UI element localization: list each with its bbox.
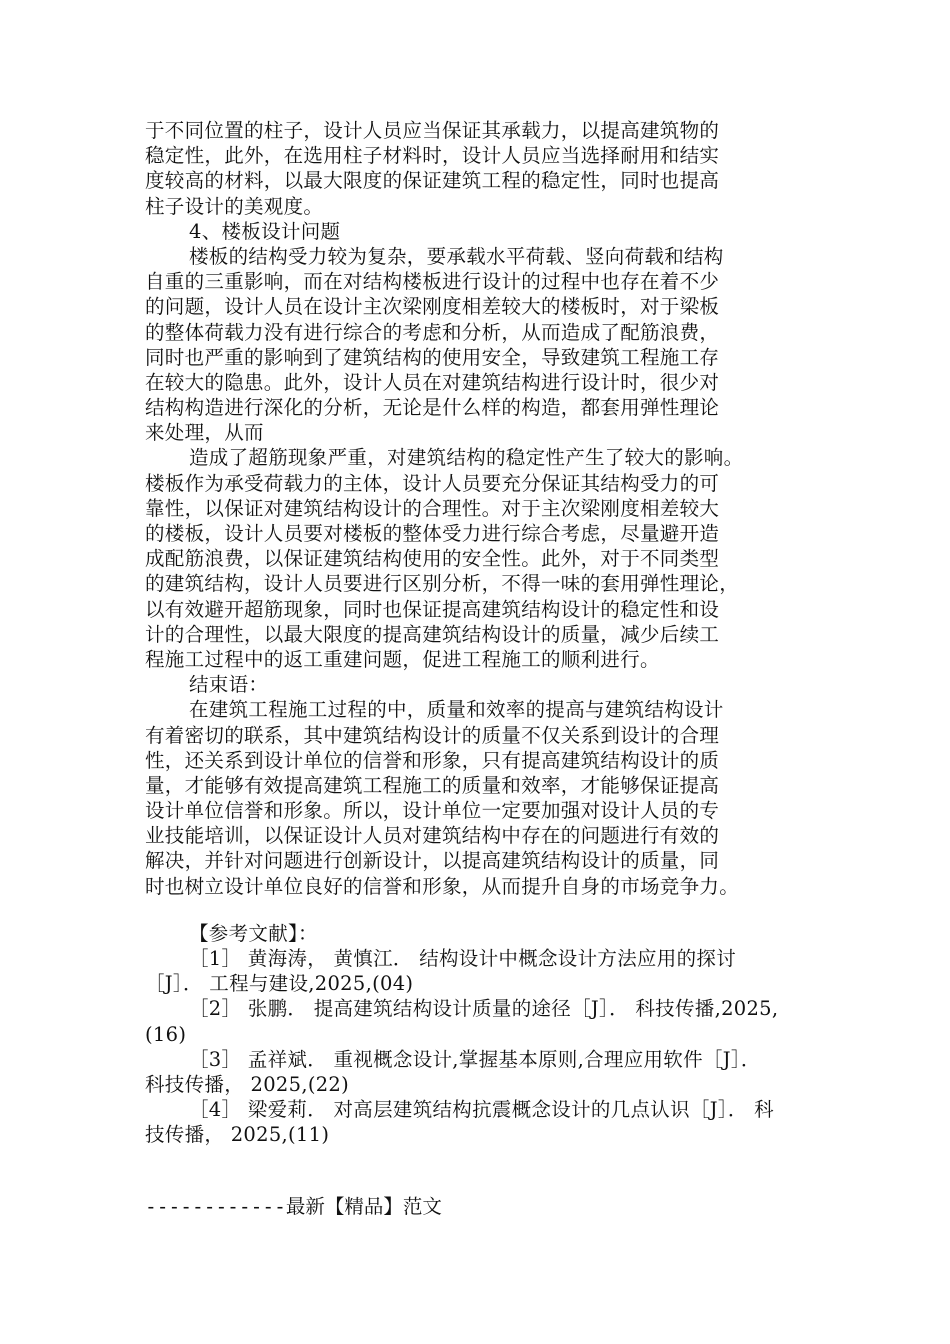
text-line: 靠性，以保证对建筑结构设计的合理性。对于主次梁刚度相差较大 (145, 496, 720, 520)
text-line: 量，才能够有效提高建筑工程施工的质量和效率，才能够保证提高 (145, 773, 720, 797)
section4-paragraph-1 (145, 244, 805, 446)
text-line: 自重的三重影响，而在对结构楼板进行设计的过程中也存在着不少 (145, 270, 720, 294)
reference-item (145, 1097, 805, 1147)
text-line: 在建筑工程施工过程的中，质量和效率的提高与建筑结构设计 (189, 698, 724, 722)
reference-line: 科技传播， 2025,(22) (145, 1072, 350, 1096)
text-line: 设计单位信誉和形象。所以，设计单位一定要加强对设计人员的专 (145, 799, 720, 823)
section-heading: 4、楼板设计问题 (189, 219, 341, 243)
reference-line: ［4］ 梁爱莉． 对高层建筑结构抗震概念设计的几点认识［J］． 科 (189, 1098, 774, 1122)
reference-line: ［1］ 黄海涛， 黄慎江． 结构设计中概念设计方法应用的探讨 (189, 947, 737, 970)
document-page (145, 118, 805, 1148)
footer-text: ------------最新【精品】范文 (145, 1195, 442, 1218)
references-list (145, 946, 805, 1148)
reference-line: 技传播， 2025,(11) (145, 1123, 330, 1147)
reference-item (145, 946, 805, 996)
spacer (145, 899, 805, 921)
reference-line: (16) (145, 1022, 187, 1046)
reference-item (145, 996, 805, 1046)
text-line: 度较高的材料，以最大限度的保证建筑工程的稳定性，同时也提高 (145, 169, 720, 193)
text-line: 以有效避开超筋现象，同时也保证提高建筑结构设计的稳定性和设 (145, 597, 720, 621)
section4-paragraph-2 (145, 445, 805, 672)
text-line: 业技能培训，以保证设计人员对建筑结构中存在的问题进行有效的 (145, 824, 720, 848)
reference-item (145, 1047, 805, 1097)
text-line: 同时也严重的影响到了建筑结构的使用安全，导致建筑工程施工存 (145, 345, 720, 369)
references-heading: 【参考文献】： (189, 921, 318, 945)
text-line: 程施工过程中的返工重建问题，促进工程施工的顺利进行。 (145, 647, 660, 671)
text-line: 在较大的隐患。此外，设计人员在对建筑结构进行设计时，很少对 (145, 370, 720, 394)
text-line: 楼板的结构受力较为复杂，要承载水平荷载、竖向荷载和结构 (189, 244, 724, 268)
text-line: 的建筑结构，设计人员要进行区别分析，不得一味的套用弹性理论， (145, 572, 740, 596)
text-line: 计的合理性，以最大限度的提高建筑结构设计的质量，减少后续工 (145, 622, 720, 646)
text-line: 柱子设计的美观度。 (145, 194, 324, 218)
text-line: 有着密切的联系，其中建筑结构设计的质量不仅关系到设计的合理 (145, 723, 720, 747)
text-line: 成配筋浪费，以保证建筑结构使用的安全性。此外，对于不同类型 (145, 547, 720, 571)
text-line: 于不同位置的柱子，设计人员应当保证其承载力，以提高建筑物的 (145, 119, 720, 142)
text-line: 的整体荷载力没有进行综合的考虑和分析，从而造成了配筋浪费， (145, 320, 720, 344)
text-line: 时也树立设计单位良好的信誉和形象，从而提升自身的市场竞争力。 (145, 874, 740, 898)
text-line: 的楼板，设计人员要对楼板的整体受力进行综合考虑，尽量避开造 (145, 522, 720, 545)
text-line: 楼板作为承受荷载力的主体，设计人员要充分保证其结构受力的可 (145, 471, 720, 495)
reference-line: ［J］． 工程与建设,2025,(04) (145, 972, 414, 996)
text-line: 造成了超筋现象严重，对建筑结构的稳定性产生了较大的影响。 (189, 446, 744, 470)
conclusion-heading: 结束语： (189, 673, 269, 697)
text-line: 解决，并针对问题进行创新设计，以提高建筑结构设计的质量，同 (145, 849, 720, 873)
text-line: 稳定性，此外，在选用柱子材料时，设计人员应当选择耐用和结实 (145, 144, 720, 168)
reference-line: ［3］ 孟祥斌． 重视概念设计,掌握基本原则,合理应用软件［J］． (189, 1047, 761, 1071)
reference-line: ［2］ 张鹏． 提高建筑结构设计质量的途径［J］． 科技传播,2025, (189, 997, 779, 1021)
text-line: 性，还关系到设计单位的信誉和形象，只有提高建筑结构设计的质 (145, 748, 720, 772)
text-line: 来处理，从而 (145, 421, 264, 445)
text-line: 结构构造进行深化的分析，无论是什么样的构造，都套用弹性理论 (145, 396, 720, 420)
paragraph-continuation (145, 118, 805, 219)
conclusion-paragraph (145, 697, 805, 899)
text-line: 的问题，设计人员在设计主次梁刚度相差较大的楼板时，对于梁板 (145, 295, 720, 319)
